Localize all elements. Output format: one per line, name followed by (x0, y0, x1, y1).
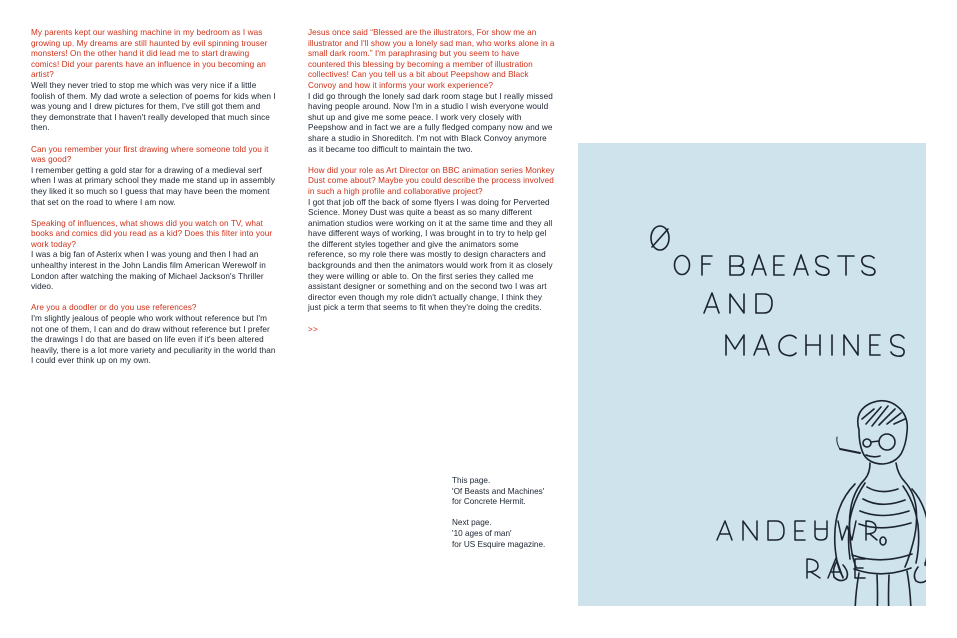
continue-arrow[interactable]: >> (308, 324, 318, 334)
caption-this-page (452, 476, 570, 508)
paragraph-spacer (308, 155, 556, 166)
paragraph-spacer (31, 134, 278, 145)
paragraph-question: Speaking of influences, what shows did you watch on TV, what books and comics did you read as a kid? Does this filter into your work today? (31, 218, 273, 249)
text-column-middle (308, 28, 556, 335)
illustration-artwork (578, 143, 926, 606)
paragraph-answer: I'm slightly jealous of people who work without reference but I'm not one of them, I can and do draw without reference but I prefer the drawings I do that are based on life even if it's been altered heavily, there is a lot more variety and peculiarity in the world than I could ever think up on my own. (31, 314, 276, 366)
title-line-1 (675, 255, 876, 275)
paragraph-answer: I did go through the lonely sad dark room stage but I really missed having people around. Now I'm in a studio I wish everyone would shut up and give me some peace. I work very closely with Peepshow and in fact we are a fully fledged company now and we share a studio in Shoreditch. I'm not with Black Convoy anymore as it became too difficult to maintain the two. (308, 91, 553, 154)
caption-line: This page. (452, 476, 491, 485)
paragraph-answer: Well they never tried to stop me which was very nice if a little foolish of them. My dad wrote a selection of poems for kids when I was young and I drew pictures for them, I've still got them and they demonstrate that I haven't really developed that much since then. (31, 80, 276, 133)
paragraph-question: My parents kept our washing machine in my bedroom as I was growing up. My dreams are still haunted by evil spinning trouser monsters! On the other hand it did lead me to start drawing comics! Did your parents have an influence in you becoming an artist? (31, 28, 268, 80)
paragraph-question: How did your role as Art Director on BBC animation series Monkey Dust come about? Maybe you could describe the process involved in such a high profile and collaborative project? (308, 165, 555, 196)
caption-line: '10 ages of man' (452, 528, 512, 538)
text-column-left (31, 28, 278, 367)
paragraph-answer: I remember getting a gold star for a drawing of a medieval serf when I was at primary school they made me stand up in assembly they liked it so much so I guess that may have been the moment that set on the road to where I am now. (31, 165, 275, 207)
caption-line: Next page. (452, 518, 492, 528)
paragraph-question: Are you a doodler or do you use references? (31, 303, 197, 313)
caption-line: 'Of Beasts and Machines' (452, 486, 545, 496)
paragraph-question: Jesus once said “Blessed are the illustrators, For show me an illustrator and I'll show you a lonely sad man, who works alone in a small dark room.” I'm paraphrasing but you seem to have countered this blessing by becoming a member of illustration collectives! Can you tell us a bit about Peepshow and Black Convoy and how it informs your work experience? (308, 28, 555, 90)
paragraph-spacer (31, 293, 278, 304)
caption-line: for US Esquire magazine. (452, 539, 546, 549)
illustration-plate (578, 143, 926, 606)
title-line-3 (726, 335, 904, 356)
paragraph-question: Can you remember your first drawing where someone told you it was good? (31, 144, 269, 165)
title-line-2 (704, 293, 772, 313)
caption-next-page (452, 518, 570, 550)
paragraph-answer: I got that job off the back of some flyers I was doing for Perverted Science. Money Dust was quite a beast as so many different animation studios were working on it at the same time and they all have different ways of working, I was brought in to try to help gel the different styles together and give the animators some reference, so my role there was mostly to design characters and backgrounds and then the animators would work from it as closely they were willing or able to. On the first series they called me assistant designer or something and on the second two I was art director even though my role didn't actually change, I think they just pick a term that seems to fit when they're doing the credits. (308, 197, 553, 313)
paragraph-spacer (308, 314, 556, 325)
signature-line-2 (807, 558, 865, 578)
figure-caption (452, 476, 570, 550)
paragraph-spacer (31, 208, 278, 219)
signature-line-1 (717, 521, 877, 540)
beasts-and-machines-drawing-icon (578, 143, 926, 606)
paragraph-answer: I was a big fan of Asterix when I was young and then I had an unhealthy interest in the John Landis film American Werewolf in London after watching the making of Michael Jackson's Thriller video. (31, 250, 266, 292)
caption-line: for Concrete Hermit. (452, 497, 526, 507)
